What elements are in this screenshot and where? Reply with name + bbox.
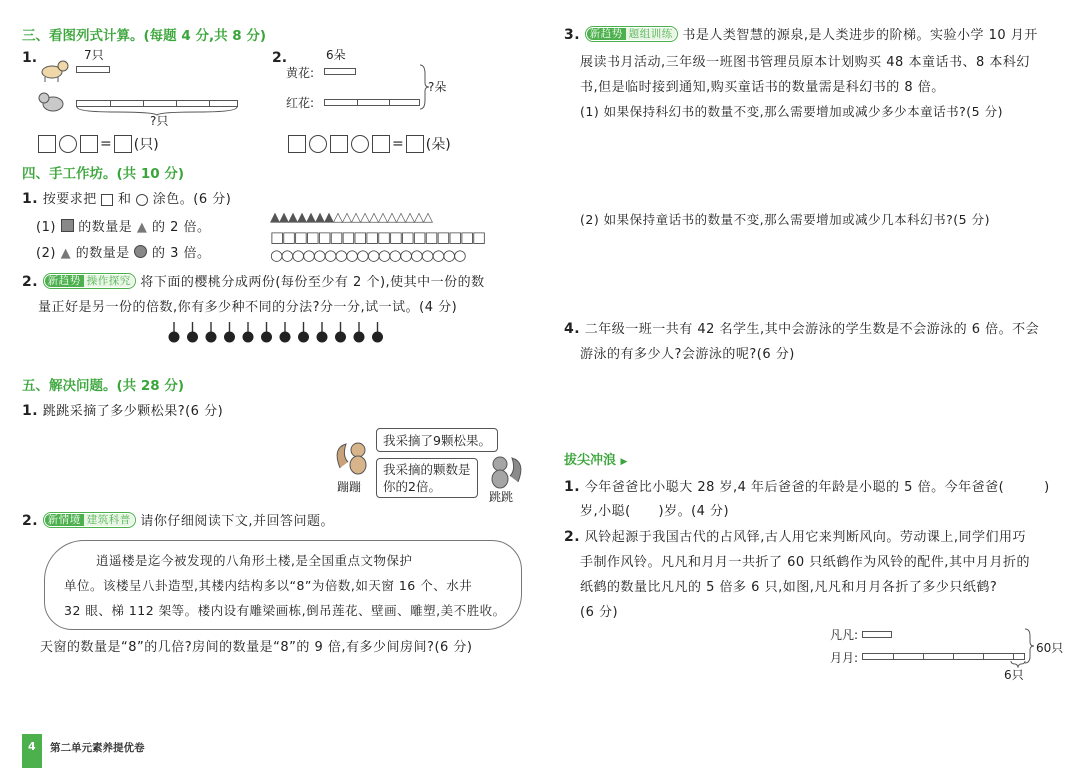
q2-top-label: 6朵	[326, 48, 346, 62]
squirrel-left-icon	[332, 438, 374, 476]
r-q4-line1: 4. 二年级一班一共有 42 名学生,其中会游泳的学生数是不会游泳的 6 倍。不会	[564, 321, 1040, 337]
cherry-7[interactable]	[280, 322, 291, 343]
cherry-4[interactable]	[224, 322, 235, 343]
challenge-title: 拔尖冲浪 ▶	[564, 453, 628, 468]
r-q3-line2: 展读书月活动,三年级一班图书管理员原本计划购买 48 本童话书、8 本科幻	[580, 55, 1030, 70]
s4-q1: 1. 按要求把 和 涂色。(6 分)	[22, 191, 232, 207]
reading-line-1: 逍遥楼是迄今被发现的八角形土楼,是全国重点文物保护	[96, 553, 413, 568]
s5-q2: 2. 新情境 建筑科普 请你仔细阅读下文,并回答问题。	[22, 513, 334, 529]
c-q2-line3: 纸鹤的数量比凡凡的 5 倍多 6 只,如图,凡凡和月月各折了多少只纸鹤?	[580, 580, 998, 595]
cherry-2[interactable]	[187, 322, 198, 343]
r-q3-line1: 3. 新趋势 题组训练 书是人类智慧的源泉,是人类进步的阶梯。实验小学 10 月开	[564, 27, 1038, 43]
q2-number: 2.	[272, 50, 288, 66]
reading-line-3: 32 眼、梯 112 架等。楼内设有雕梁画栋,倒吊莲花、壁画、雕塑,美不胜收。	[64, 603, 506, 618]
q2-answer-boxes[interactable]: = (朵)	[288, 134, 453, 154]
reading-line-2: 单位。该楼呈八卦造型,其楼内结构多以“8”为倍数,如天窗 16 个、水井	[64, 578, 473, 593]
q1-short-bar	[76, 66, 110, 73]
r-q4-line2: 游泳的有多少人?会游泳的呢?(6 分)	[580, 347, 795, 362]
section5-title: 五、解决问题。(共 28 分)	[22, 378, 185, 394]
cherry-9[interactable]	[317, 322, 328, 343]
s5-q2-question: 天窗的数量是“8”的几倍?房间的数量是“8”的 9 倍,有多少间房间?(6 分)	[40, 640, 473, 655]
q2-brace-label: ?朵	[428, 80, 447, 94]
squirrel-right-icon	[484, 452, 526, 490]
cherry-10[interactable]	[335, 322, 346, 343]
cat-icon	[36, 90, 70, 114]
speech-bubble-1: 我采摘了9颗松果。	[376, 428, 498, 452]
q1-answer-boxes[interactable]: = (只)	[38, 134, 161, 154]
q2-red-bar	[324, 99, 420, 106]
q2-yellow-bar	[324, 68, 356, 75]
r-q3-sub2: (2) 如果保持童话书的数量不变,那么需要增加或减少几本科幻书?(5 分)	[580, 212, 990, 227]
c-q2-row1-label: 凡凡:	[830, 628, 859, 642]
c-q2-line4: (6 分)	[580, 605, 619, 620]
q1-bottom-label: ?只	[150, 114, 169, 128]
q1-top-label: 7只	[84, 48, 104, 62]
q1-number: 1.	[22, 50, 38, 66]
s4-q1-line1: (1) 的数量是 ▲ 的 2 倍。	[36, 220, 211, 235]
footer-title: 第二单元素养提优卷	[50, 742, 145, 754]
s5-q1: 1. 跳跳采摘了多少颗松果?(6 分)	[22, 403, 224, 419]
q2-row2-label: 红花:	[286, 96, 315, 110]
page-number: 4	[28, 740, 36, 753]
cherry-11[interactable]	[354, 322, 365, 343]
speech-bubble-2: 我采摘的颗数是 你的2倍。	[376, 458, 478, 498]
triangle-row[interactable]: ▲▲▲▲▲▲▲△△△△△△△△△△△	[270, 210, 432, 225]
name-bengbeng: 蹦蹦	[337, 480, 362, 494]
square-row[interactable]: □□□□□□□□□□□□□□□□□□	[270, 228, 484, 246]
q2-row1-label: 黄花:	[286, 66, 315, 80]
fanfan-bar	[862, 631, 892, 638]
s4-q2-line1: 2. 新趋势 操作探究 将下面的樱桃分成两份(每份至少有 2 个),使其中一份的数	[22, 274, 485, 290]
cherry-5[interactable]	[243, 322, 254, 343]
c-q2-line1: 2. 风铃起源于我国古代的占风铎,古人用它来判断风向。劳动课上,同学们用巧	[564, 529, 1026, 545]
c-q2-brace	[1024, 628, 1036, 664]
cherry-12[interactable]	[372, 322, 383, 343]
section4-title: 四、手工作坊。(共 10 分)	[22, 166, 185, 182]
s4-q1-line2: (2) ▲ 的数量是 的 3 倍。	[36, 246, 211, 261]
r-q3-line3: 书,但是临时接到通知,购买童话书的数量需是科幻书的 8 倍。	[580, 80, 945, 95]
cherry-row[interactable]	[168, 320, 398, 344]
c-q2-brace-label: 60只	[1036, 641, 1064, 655]
c-q2-line2: 手制作风铃。凡凡和月月一共折了 60 只纸鹤作为风铃的配件,其中月月折的	[580, 555, 1030, 570]
c-q1-line1: 1. 今年爸爸比小聪大 28 岁,4 年后爸爸的年龄是小聪的 5 倍。今年爸爸( )	[564, 479, 1050, 495]
c-q2-row2-label: 月月:	[830, 651, 859, 665]
cherry-3[interactable]	[206, 322, 217, 343]
c-q1-line2: 岁,小聪( )岁。(4 分)	[580, 504, 730, 519]
yueyue-bar	[862, 653, 1025, 660]
circle-row[interactable]: ○○○○○○○○○○○○○○○○○○	[270, 246, 465, 264]
name-tiaotiao: 跳跳	[489, 490, 514, 504]
r-q3-sub1: (1) 如果保持科幻书的数量不变,那么需要增加或减少多少本童话书?(5 分)	[580, 104, 1003, 119]
cherry-1[interactable]	[169, 322, 180, 343]
s4-q2-line2: 量正好是另一份的倍数,你有多少种不同的分法?分一分,试一试。(4 分)	[38, 300, 458, 315]
cherry-6[interactable]	[261, 322, 272, 343]
dog-icon	[36, 58, 70, 82]
section3-title: 三、看图列式计算。(每题 4 分,共 8 分)	[22, 28, 267, 44]
cherry-8[interactable]	[298, 322, 309, 343]
c-q2-bottom-label: 6只	[1004, 668, 1024, 682]
